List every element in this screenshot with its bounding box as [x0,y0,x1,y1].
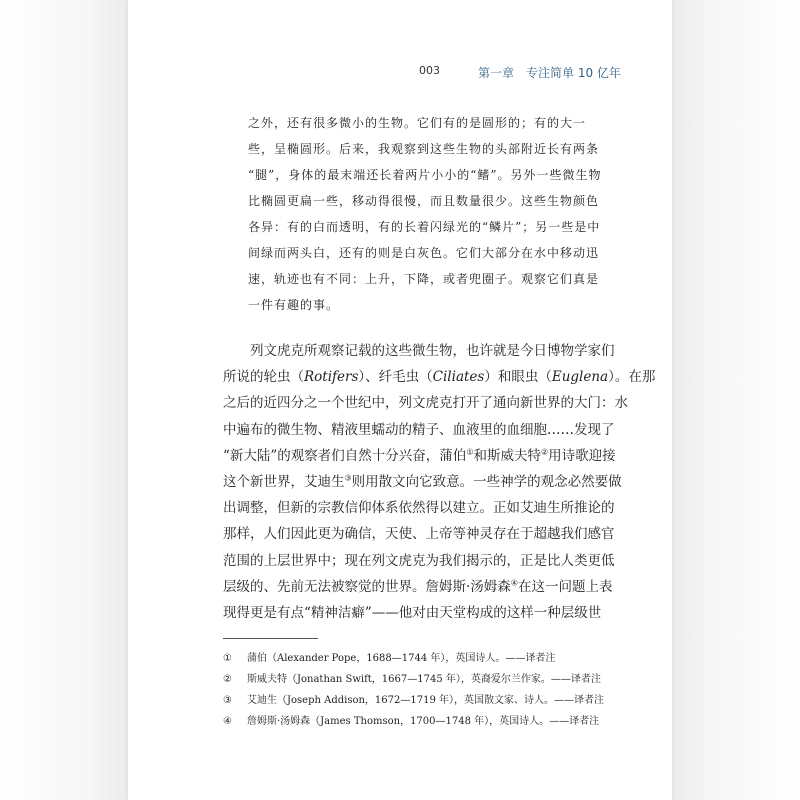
body-line: 列文虎克所观察记载的这些微生物，也许就是今日博物学家们 [223,343,615,359]
latin-term-euglena: Euglena [551,369,609,386]
footnote-1 [223,648,623,669]
quote-line: 之外，还有很多微小的生物。它们有的是圆形的；有的大一 [248,116,587,130]
footnote-ref-2[interactable]: ② [540,447,549,457]
footnote-marker: ① [223,653,232,664]
footnote-3 [223,690,623,711]
body-text: 在这一问题上表 [517,578,613,595]
body-line: 现得更是有点“精神洁癖”——他对由天堂构成的这样一种层级世 [223,605,602,622]
block-quote [248,110,608,318]
body-text: 则用散文向它致意。一些神学的观念必然要做 [351,474,622,491]
body-line: 那样，人们因此更为确信，天使、上帝等神灵存在于超越我们感官 [223,526,615,543]
quote-line: “腿”，身体的最末端还长着两片小小的“鳍”。另外一些微生物 [248,168,602,182]
body-line: 范围的上层世界中；现在列文虎克为我们揭示的，正是比人类更低 [223,552,615,569]
body-text: 层级的、先前无法被察觉的世界。詹姆斯·汤姆森 [223,578,511,595]
page-number: 003 [419,64,440,77]
footnote-text: 艾迪生（Joseph Addison，1672—1719 年），英国散文家、诗人。——译者注 [247,695,604,706]
left-shadow [0,0,128,800]
body-line: 之后的近四分之一个世纪中，列文虎克打开了通向新世界的大门：水 [223,395,628,412]
right-shadow [672,0,800,800]
quote-line: 比椭圆更扁一些，移动得很慢，而且数量很少。这些生物颜色 [248,194,600,208]
footnote-ref-3[interactable]: ③ [344,473,352,483]
book-page [128,0,672,800]
chapter-title: 第一章 专注简单 10 亿年 [478,66,621,80]
body-text: “新大陆”的观察者们自然十分兴奋，蒲伯 [223,447,467,464]
body-text: 这个新世界，艾迪生 [223,474,345,491]
footnote-ref-1[interactable]: ① [466,447,474,457]
footnote-4 [223,711,623,732]
quote-line: 各异：有的白而透明，有的长着闪绿光的“鳞片”；另一些是中 [248,220,601,234]
body-line: 中遍布的微生物、精液里蠕动的精子、血液里的血细胞……发现了 [223,421,615,438]
footnote-text: 詹姆斯·汤姆森（James Thomson，1700—1748 年），英国诗人。——译者注 [247,716,600,727]
latin-term-rotifers: Rotifers [304,369,359,386]
body-line [223,574,613,600]
body-text: ）、纤毛虫（ [358,369,433,386]
body-line [223,469,622,495]
body-text: 所说的轮虫（ [223,369,304,386]
footnote-marker: ③ [223,695,232,706]
body-text: 用诗歌迎接 [548,447,616,464]
footnote-2 [223,669,623,690]
body-text: 和斯威夫特 [473,447,541,464]
latin-term-ciliates: Ciliates [432,369,485,386]
footnote-ref-4[interactable]: ④ [510,578,518,588]
body-text: ）和眼虫（ [484,369,552,386]
footnote-marker: ④ [223,716,232,727]
footnote-text: 蒲伯（Alexander Pope，1688—1744 年），英国诗人。——译者注 [247,653,556,664]
footnote-divider [223,638,318,639]
body-line: 出调整，但新的宗教信仰体系依然得以建立。正如艾迪生所推论的 [223,500,615,517]
body-line [223,364,656,390]
body-line [223,443,616,469]
quote-line: 一件有趣的事。 [248,298,340,312]
footnote-marker: ② [223,674,232,685]
footnote-text: 斯威夫特（Jonathan Swift，1667—1745 年），英裔爱尔兰作家。——译者注 [247,674,601,685]
footnotes [223,648,623,732]
quote-line: 间绿而两头白，还有的则是白灰色。它们大部分在水中移动迅 [248,246,600,260]
quote-line: 些，呈椭圆形。后来，我观察到这些生物的头部附近长有两条 [248,142,600,156]
running-header [128,64,672,84]
body-paragraph [223,338,656,626]
body-text: ）。在那 [608,369,656,386]
quote-line: 速，轨迹也有不同：上升，下降，或者兜圈子。观察它们真是 [248,272,600,286]
